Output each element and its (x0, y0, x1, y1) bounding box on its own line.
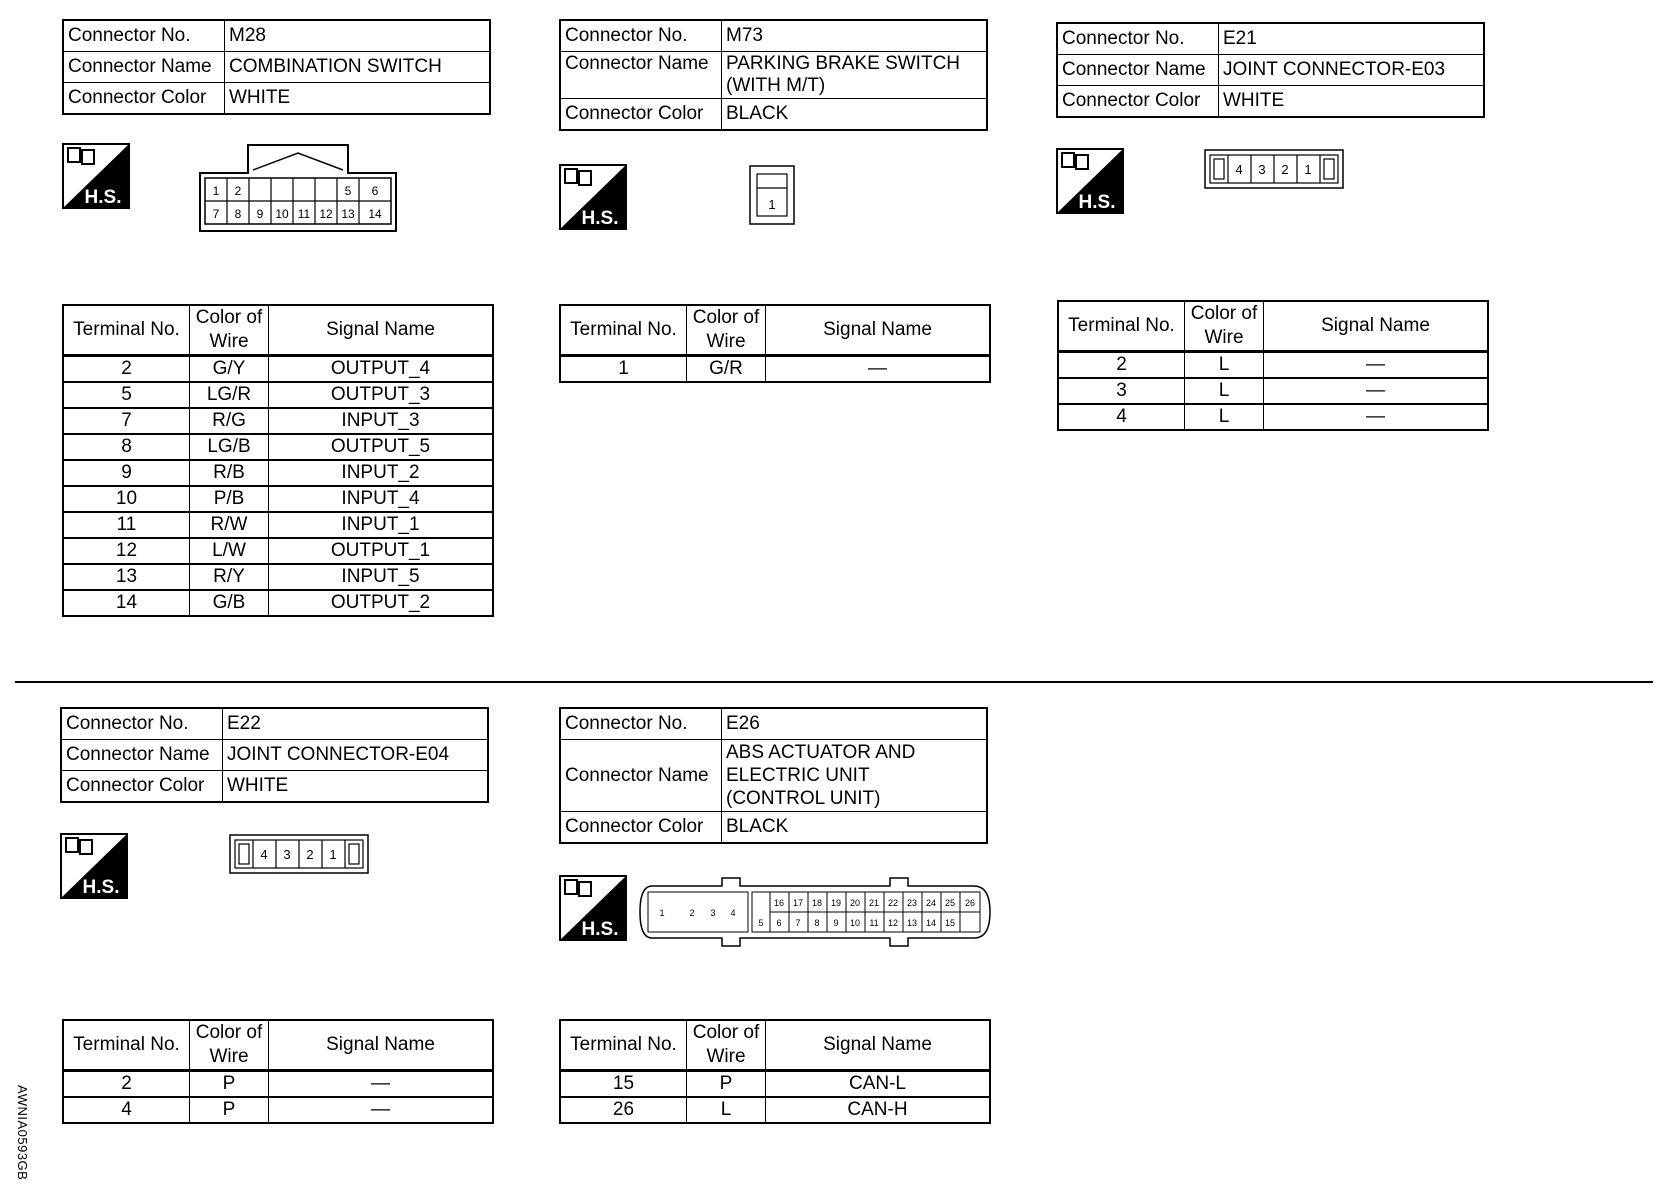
pin-label: 4 (260, 847, 268, 862)
e22-info-table (60, 707, 489, 803)
label: Connector Name (61, 740, 223, 771)
pin-label: 5 (758, 918, 764, 928)
pin-label: 8 (814, 918, 820, 928)
figure-code: AWNIA0593GB (15, 1085, 30, 1181)
pin-label: 7 (212, 207, 220, 221)
label: Connector No. (1057, 23, 1219, 55)
table-row: 10 P/B INPUT_4 (63, 486, 493, 512)
e21-connector-diagram (1204, 149, 1344, 189)
table-row: 1 G/R — (560, 356, 990, 383)
pin-label: 11 (297, 207, 311, 221)
label: Connector No. (560, 20, 722, 52)
table-row: 5 LG/R OUTPUT_3 (63, 382, 493, 408)
pin-label: 1 (212, 184, 220, 198)
label: Connector No. (61, 708, 223, 740)
header-terminal-no: Terminal No. (560, 1020, 687, 1071)
pin-label: 25 (944, 898, 956, 908)
pin-label: 23 (906, 898, 918, 908)
hs-label: H.S. (84, 187, 122, 208)
connector-color: WHITE (223, 771, 489, 803)
pin-label: 8 (234, 207, 242, 221)
connector-color: BLACK (722, 99, 988, 131)
table-row: 2 G/Y OUTPUT_4 (63, 356, 493, 383)
m73-info-table (559, 19, 988, 131)
connector-name: COMBINATION SWITCH (225, 52, 491, 83)
hs-label: H.S. (82, 877, 120, 898)
pin-label: 11 (869, 918, 879, 928)
label: Connector Name (560, 52, 722, 99)
hs-label: H.S. (581, 208, 619, 229)
pin-label: 4 (1235, 162, 1243, 177)
header-color-of-wire: Color of Wire (1185, 301, 1264, 352)
label: Connector Color (560, 812, 722, 844)
m28-connector-diagram (198, 143, 398, 233)
connector-no: E21 (1219, 23, 1485, 55)
label: Connector Name (63, 52, 225, 83)
hs-harness-side-icon (1056, 148, 1124, 214)
header-terminal-no: Terminal No. (1058, 301, 1185, 352)
hs-harness-side-icon (62, 143, 130, 209)
pin-label: 24 (925, 898, 937, 908)
table-row: 7 R/G INPUT_3 (63, 408, 493, 434)
connector-color: BLACK (722, 812, 988, 844)
pin-label: 2 (1281, 162, 1289, 177)
table-row: 26 L CAN-H (560, 1097, 990, 1123)
table-row: 2 P — (63, 1071, 493, 1098)
pin-label: 12 (887, 918, 899, 928)
connector-name: JOINT CONNECTOR-E04 (223, 740, 489, 771)
pin-label: 21 (868, 898, 880, 908)
table-row: 11 R/W INPUT_1 (63, 512, 493, 538)
e21-info-table (1056, 22, 1485, 118)
pin-label: 3 (710, 908, 716, 918)
m73-terminal-table (559, 304, 991, 383)
pin-label: 3 (1258, 162, 1266, 177)
header-color-of-wire: Color of Wire (190, 1020, 269, 1071)
table-row: 13 R/Y INPUT_5 (63, 564, 493, 590)
pin-label: 10 (275, 207, 289, 221)
header-terminal-no: Terminal No. (560, 305, 687, 356)
e22-terminal-table (62, 1019, 494, 1124)
label: Connector Name (560, 740, 722, 812)
e21-terminal-table (1057, 300, 1489, 431)
hs-harness-side-icon (559, 875, 627, 941)
e26-connector-diagram (638, 874, 992, 950)
header-signal-name: Signal Name (766, 1020, 991, 1071)
pin-label: 1 (1304, 162, 1312, 177)
table-row: 2 L — (1058, 352, 1488, 379)
pin-label: 9 (256, 207, 264, 221)
e22-connector-diagram (229, 834, 369, 874)
pin-label: 3 (283, 847, 291, 862)
pin-label: 7 (795, 918, 801, 928)
connector-no: E26 (722, 708, 988, 740)
pin-label: 1 (659, 908, 665, 918)
table-row: 15 P CAN-L (560, 1071, 990, 1098)
label: Connector No. (560, 708, 722, 740)
table-row: 8 LG/B OUTPUT_5 (63, 434, 493, 460)
pin-label: 15 (944, 918, 956, 928)
table-row: 4 P — (63, 1097, 493, 1123)
label: Connector Color (63, 83, 225, 115)
section-divider (15, 681, 1653, 683)
connector-no: M28 (225, 20, 491, 52)
e26-info-table (559, 707, 988, 844)
pin-label: 26 (964, 898, 976, 908)
connector-color: WHITE (225, 83, 491, 115)
header-color-of-wire: Color of Wire (687, 305, 766, 356)
pin-label: 19 (830, 898, 842, 908)
pin-label: 16 (773, 898, 785, 908)
label: Connector Color (560, 99, 722, 131)
header-terminal-no: Terminal No. (63, 1020, 190, 1071)
hs-harness-side-icon (60, 833, 128, 899)
connector-no: M73 (722, 20, 988, 52)
label: Connector Color (61, 771, 223, 803)
pin-label: 2 (306, 847, 314, 862)
pin-label: 4 (730, 908, 736, 918)
connector-name: PARKING BRAKE SWITCH (WITH M/T) (722, 52, 988, 99)
m73-connector-diagram (749, 165, 795, 225)
connector-name: JOINT CONNECTOR-E03 (1219, 55, 1485, 86)
connector-no: E22 (223, 708, 489, 740)
header-color-of-wire: Color of Wire (687, 1020, 766, 1071)
pin-label: 1 (768, 197, 776, 212)
pin-label: 2 (689, 908, 695, 918)
connector-color: WHITE (1219, 86, 1485, 118)
e26-terminal-table (559, 1019, 991, 1124)
pin-label: 10 (849, 918, 861, 928)
header-signal-name: Signal Name (269, 305, 494, 356)
header-signal-name: Signal Name (269, 1020, 494, 1071)
pin-label: 9 (833, 918, 839, 928)
table-row: 4 L — (1058, 404, 1488, 430)
pin-label: 12 (319, 207, 333, 221)
pin-label: 17 (792, 898, 804, 908)
pin-label: 18 (811, 898, 823, 908)
pin-label: 6 (776, 918, 782, 928)
header-terminal-no: Terminal No. (63, 305, 190, 356)
pin-label: 1 (329, 847, 337, 862)
hs-label: H.S. (1078, 192, 1116, 213)
header-color-of-wire: Color of Wire (190, 305, 269, 356)
m28-info-table (62, 19, 491, 115)
pin-label: 6 (371, 184, 379, 198)
m28-terminal-table (62, 304, 494, 617)
pin-label: 22 (887, 898, 899, 908)
pin-label: 14 (925, 918, 937, 928)
pin-label: 13 (341, 207, 355, 221)
header-signal-name: Signal Name (1264, 301, 1489, 352)
hs-label: H.S. (581, 919, 619, 940)
table-row: 14 G/B OUTPUT_2 (63, 590, 493, 616)
connector-name: ABS ACTUATOR AND ELECTRIC UNIT (CONTROL UNIT) (722, 740, 988, 812)
pin-label: 2 (234, 184, 242, 198)
label: Connector Name (1057, 55, 1219, 86)
pin-label: 5 (344, 184, 352, 198)
table-row: 12 L/W OUTPUT_1 (63, 538, 493, 564)
hs-harness-side-icon (559, 164, 627, 230)
label: Connector Color (1057, 86, 1219, 118)
label: Connector No. (63, 20, 225, 52)
header-signal-name: Signal Name (766, 305, 991, 356)
pin-label: 13 (906, 918, 918, 928)
table-row: 3 L — (1058, 378, 1488, 404)
pin-label: 20 (849, 898, 861, 908)
pin-label: 14 (368, 207, 382, 221)
table-row: 9 R/B INPUT_2 (63, 460, 493, 486)
